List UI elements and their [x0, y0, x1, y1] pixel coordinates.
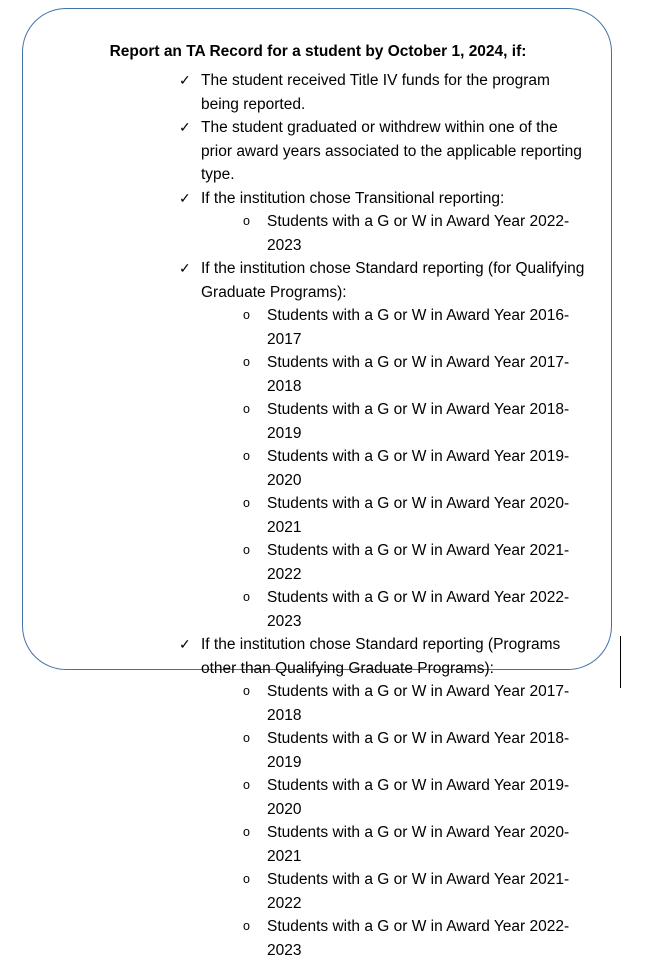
page-edge-rule — [620, 636, 621, 688]
sub-list-item-label: Students with a G or W in Award Year 2021-2022 — [267, 871, 570, 912]
list-item-label: The student received Title IV funds for the program being reported. — [201, 72, 550, 113]
circle-bullet-icon: o — [243, 590, 250, 604]
circle-bullet-icon: o — [243, 684, 250, 698]
circle-bullet-icon: o — [243, 449, 250, 463]
sub-list-item-label: Students with a G or W in Award Year 2017-2018 — [267, 354, 570, 395]
sub-list-item-label: Students with a G or W in Award Year 2020-2021 — [267, 824, 570, 865]
sub-list-item-label: Students with a G or W in Award Year 2022-2023 — [267, 589, 570, 630]
list-item — [179, 69, 595, 116]
sub-list-item-label: Students with a G or W in Award Year 2019-2020 — [267, 777, 570, 818]
sub-list-item — [243, 398, 595, 445]
sub-list-item — [243, 821, 595, 868]
sub-list-item — [243, 586, 595, 633]
list-item — [179, 116, 595, 187]
sub-list-item-label: Students with a G or W in Award Year 2020-2021 — [267, 495, 570, 536]
list-item-label: If the institution chose Standard reporting (Programs other than Qualifying Graduate Programs): — [201, 636, 561, 677]
sub-list-item — [243, 727, 595, 774]
circle-bullet-icon: o — [243, 402, 250, 416]
sub-list-item — [243, 774, 595, 821]
circle-bullet-icon: o — [243, 731, 250, 745]
sub-list-item-label: Students with a G or W in Award Year 2018-2019 — [267, 401, 570, 442]
sub-list-item-label: Students with a G or W in Award Year 2021-2022 — [267, 542, 570, 583]
circle-bullet-icon: o — [243, 872, 250, 886]
circle-bullet-icon: o — [243, 543, 250, 557]
sub-list-item — [243, 680, 595, 727]
circle-bullet-icon: o — [243, 214, 250, 228]
check-icon: ✓ — [179, 189, 191, 206]
check-icon: ✓ — [179, 260, 191, 276]
list-item — [179, 633, 595, 962]
sub-list-item-label: Students with a G or W in Award Year 2016-2017 — [267, 307, 570, 348]
sub-list-item-label: Students with a G or W in Award Year 2018-2019 — [267, 730, 570, 771]
sub-list-item — [243, 492, 595, 539]
sub-list-item — [243, 868, 595, 915]
circle-bullet-icon: o — [243, 496, 250, 510]
sub-list-item — [243, 304, 595, 351]
sub-list-item-label: Students with a G or W in Award Year 2017-2018 — [267, 683, 570, 724]
check-icon: ✓ — [179, 72, 191, 88]
circle-bullet-icon: o — [243, 919, 250, 933]
requirements-list — [41, 69, 595, 962]
sub-list-item — [243, 915, 595, 962]
sub-list-item-label: Students with a G or W in Award Year 2022-2023 — [267, 918, 570, 959]
circle-bullet-icon: o — [243, 308, 250, 322]
sub-list — [201, 680, 595, 962]
circle-bullet-icon: o — [243, 778, 250, 792]
sub-list-item — [243, 210, 595, 257]
check-icon: ✓ — [179, 119, 191, 135]
sub-list — [201, 304, 595, 633]
sub-list-item — [243, 539, 595, 586]
sub-list-item-label: Students with a G or W in Award Year 2019-2020 — [267, 448, 570, 489]
circle-bullet-icon: o — [243, 355, 250, 369]
callout-content — [23, 9, 613, 962]
list-item — [179, 187, 595, 258]
sub-list-item — [243, 445, 595, 492]
list-item-label: If the institution chose Standard reporting (for Qualifying Graduate Programs): — [201, 260, 585, 301]
list-item-label: The student graduated or withdrew within one of the prior award years associated to the applicable reporting type. — [201, 119, 582, 183]
circle-bullet-icon: o — [243, 825, 250, 839]
sub-list-item-label: Students with a G or W in Award Year 2022-2023 — [267, 213, 570, 254]
callout-title: Report an TA Record for a student by October 1, 2024, if: — [109, 43, 527, 60]
sub-list-item — [243, 351, 595, 398]
list-item — [179, 257, 595, 633]
check-icon: ✓ — [179, 636, 191, 652]
list-item-label: If the institution chose Transitional reporting: — [201, 189, 505, 207]
sub-list — [201, 210, 595, 257]
callout-box — [22, 8, 612, 959]
